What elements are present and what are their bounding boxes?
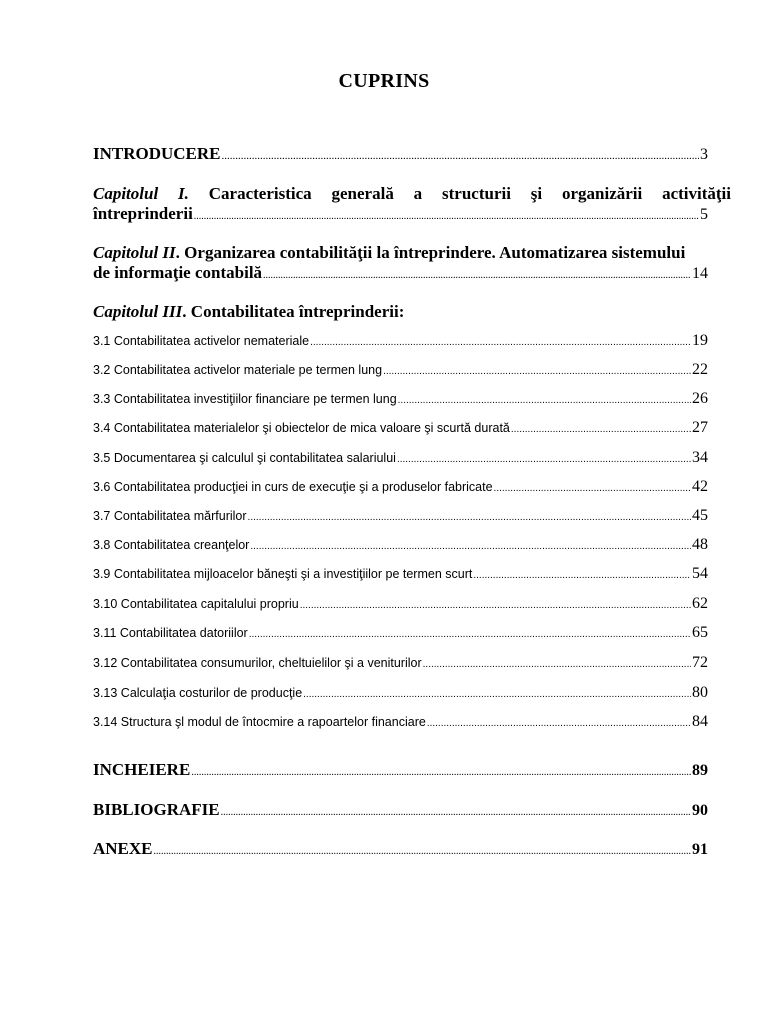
- dot-leader: [248, 512, 691, 523]
- toc-section-label: 3.9 Contabilitatea mijloacelor băneşti şi a investiţiilor pe termen scurt: [93, 567, 473, 581]
- toc-section-3-8[interactable]: [93, 536, 708, 554]
- dot-leader: [191, 767, 691, 778]
- chapter-2-prefix: Capitolul II: [93, 243, 176, 262]
- toc-section-label: 3.4 Contabilitatea materialelor şi obiectelor de mica valoare şi scurtă durată: [93, 421, 510, 435]
- toc-section-page: 27: [692, 419, 708, 436]
- chapter-2-heading-line-2: [93, 263, 708, 286]
- chapter-2-title-line2: de informaţie contabilă: [93, 263, 263, 282]
- toc-section-page: 42: [692, 478, 708, 495]
- toc-section-page: 22: [692, 361, 708, 378]
- toc-section-3-4[interactable]: [93, 419, 708, 437]
- page-title: CUPRINS: [338, 70, 430, 92]
- toc-entry-annexes[interactable]: [93, 839, 708, 859]
- dot-leader: [423, 659, 691, 670]
- toc-section-3-1[interactable]: [93, 332, 708, 350]
- toc-section-label: 3.10 Contabilitatea capitalului propriu: [93, 597, 299, 611]
- toc-entry-label: INTRODUCERE: [93, 144, 221, 163]
- toc-entry-label: INCHEIERE: [93, 760, 191, 779]
- toc-section-label: 3.11 Contabilitatea datoriilor: [93, 626, 248, 640]
- toc-section-page: 80: [692, 684, 708, 701]
- toc-section-3-13[interactable]: [93, 684, 708, 702]
- toc-section-page: 72: [692, 654, 708, 671]
- toc-entry-page: 14: [692, 265, 708, 282]
- toc-entry-introduction[interactable]: [93, 144, 708, 164]
- toc-section-label: 3.7 Contabilitatea mărfurilor: [93, 509, 247, 523]
- dot-leader: [154, 846, 691, 857]
- toc-section-page: 48: [692, 536, 708, 553]
- toc-section-3-2[interactable]: [93, 361, 708, 379]
- toc-section-3-5[interactable]: [93, 449, 708, 467]
- toc-section-page: 65: [692, 624, 708, 641]
- dot-leader: [194, 207, 699, 227]
- toc-section-3-6[interactable]: [93, 478, 708, 496]
- toc-section-page: 54: [692, 565, 708, 582]
- toc-section-label: 3.8 Contabilitatea creanţelor: [93, 538, 250, 552]
- chapter-2-title-line1: . Organizarea contabilităţii la întreprindere. Automatizarea sistemului: [175, 243, 686, 262]
- toc-section-label: 3.1 Contabilitatea activelor nemateriale: [93, 334, 310, 348]
- toc-section-3-7[interactable]: [93, 507, 708, 525]
- toc-section-page: 62: [692, 595, 708, 612]
- toc-section-label: 3.2 Contabilitatea activelor materiale pe termen lung: [93, 363, 383, 377]
- toc-entry-conclusion[interactable]: [93, 760, 708, 780]
- toc-section-page: 34: [692, 449, 708, 466]
- dot-leader: [221, 807, 691, 818]
- dot-leader: [250, 541, 691, 552]
- dot-leader: [383, 366, 691, 377]
- toc-section-label: 3.3 Contabilitatea investiţiilor financiare pe termen lung: [93, 392, 397, 406]
- toc-section-3-14[interactable]: [93, 713, 708, 731]
- chapter-2-heading-line: [93, 243, 731, 263]
- dot-leader: [303, 689, 691, 700]
- dot-leader: [263, 266, 691, 286]
- toc-entry-page: 3: [700, 146, 708, 163]
- dot-leader: [397, 454, 691, 465]
- chapter-3-title: . Contabilitatea întreprinderii:: [182, 302, 405, 321]
- toc-section-3-11[interactable]: [93, 624, 708, 642]
- toc-section-label: 3.14 Structura şl modul de întocmire a rapoartelor financiare: [93, 715, 426, 729]
- toc-entry-bibliography[interactable]: [93, 800, 708, 820]
- chapter-1-title-line2: întreprinderii: [93, 204, 193, 223]
- dot-leader: [310, 337, 691, 348]
- toc-entry-page: 90: [692, 802, 708, 819]
- dot-leader: [511, 424, 691, 435]
- dot-leader: [494, 483, 691, 494]
- dot-leader: [427, 718, 691, 729]
- toc-entry-page: 91: [692, 841, 708, 858]
- toc-entry-page: 89: [692, 762, 708, 779]
- toc-entry-label: BIBLIOGRAFIE: [93, 800, 220, 819]
- toc-section-label: 3.13 Calculaţia costurilor de producţie: [93, 686, 303, 700]
- toc-section-3-12[interactable]: [93, 654, 708, 672]
- toc-entry-label: ANEXE: [93, 839, 153, 858]
- toc-section-page: 26: [692, 390, 708, 407]
- toc-section-3-10[interactable]: [93, 595, 708, 613]
- dot-leader: [398, 395, 691, 406]
- chapter-3-heading: [93, 302, 404, 322]
- chapter-1-title-line1: Caracteristica generală a structurii şi organizării activităţii: [208, 184, 732, 203]
- dot-leader: [222, 150, 699, 162]
- dot-leader: [249, 629, 691, 640]
- chapter-1-heading-line-2: [93, 204, 708, 227]
- toc-section-3-9[interactable]: [93, 565, 708, 583]
- toc-entry-chapter-2[interactable]: [93, 243, 731, 286]
- chapter-3-prefix: Capitolul III: [93, 302, 183, 321]
- toc-section-page: 84: [692, 713, 708, 730]
- dot-leader: [473, 570, 691, 581]
- dot-leader: [300, 600, 691, 611]
- toc-section-label: 3.5 Documentarea şi calculul şi contabilitatea salariului: [93, 451, 396, 465]
- toc-section-page: 45: [692, 507, 708, 524]
- toc-section-3-3[interactable]: [93, 390, 708, 408]
- chapter-1-heading-line: [93, 184, 731, 204]
- toc-entry-chapter-1[interactable]: [93, 184, 731, 227]
- toc-section-label: 3.12 Contabilitatea consumurilor, cheltuielilor şi a veniturilor: [93, 656, 422, 670]
- toc-entry-page: 5: [700, 206, 708, 223]
- toc-section-label: 3.6 Contabilitatea producţiei in curs de execuţie şi a produselor fabricate: [93, 480, 493, 494]
- chapter-1-prefix: Capitolul I.: [93, 184, 189, 203]
- toc-section-page: 19: [692, 332, 708, 349]
